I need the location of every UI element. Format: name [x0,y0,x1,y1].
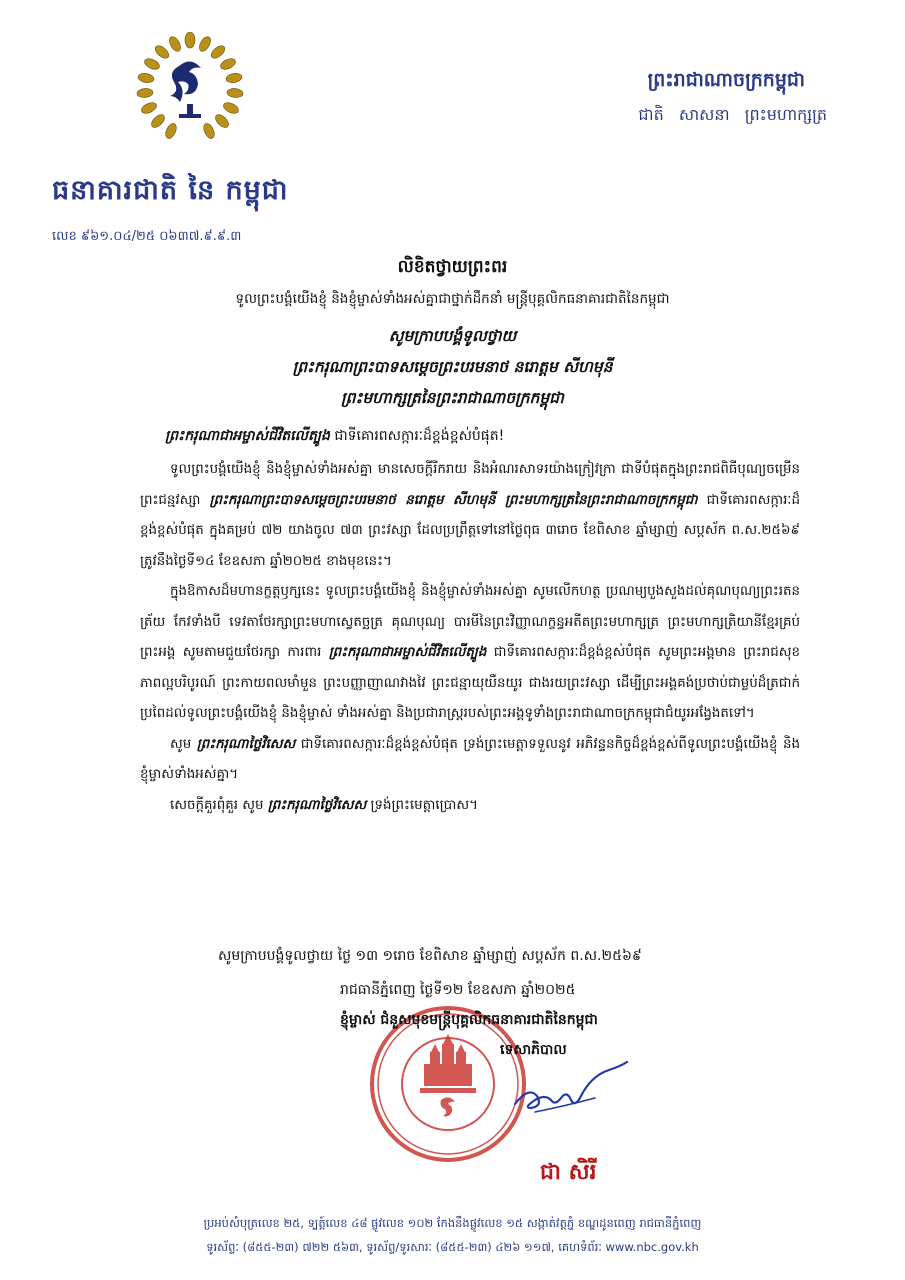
kingdom-title: ព្រះរាជាណាចក្រកម្ពុជា [647,69,805,91]
p2-bold: ព្រះករុណាជាអម្ចាស់ជីវិតលើត្បូង [328,645,487,660]
p2-text-a: ក្នុងឱកាសដ៏មហានក្ខត្តឫក្សនេះ ទូលព្រះបង្គំយើងខ្ញុំ និងខ្ញុំម្ចាស់ទាំងអស់គ្នា សូមលើកហត្ថ ប្រណម្យបួងសួងដល់គុណបុណ្យព្រះរតនត្រ័យ កែវទាំងបី ទេវតាថែរក្សាព្រះមហាស្វេតច្ឆត្រ គុណបុណ្យ បារមីនៃព្រះវិញ្ញាណក្ខន្ធអតីតព្រះមហាក្សត្រ ព្រះមហាក្សត្រិយានីខ្មែរគ្រប់ព្រះអង្គ សូមតាមជួយថែរក្សា ការពារ [140,584,800,660]
p4-text-b: ទ្រង់ព្រះមេត្តាប្រោស។ [366,797,478,813]
national-motto: ជាតិ សាសនា ព្រះមហាក្សត្រ [638,105,827,124]
bank-name: ធនាគារជាតិ នៃ កម្ពុជា [52,175,289,206]
heading-line-3: ព្រះមហាក្សត្រនៃព្រះរាជាណាចក្រកម្ពុជា [341,389,564,407]
paragraph-1 [140,455,800,577]
p3-bold: ព្រះករុណាថ្លៃវិសេស [196,736,296,752]
heading-line-2: ព្រះករុណាព្រះបាទសម្តេចព្រះបរមនាថ នរោត្តម សីហមុនី [292,358,613,376]
paragraph-2 [140,577,800,730]
p4-bold: ព្រះករុណាថ្លៃវិសេស [267,797,367,813]
salutation-rest: ជាទីគោរពសក្ការៈដ៏ខ្ពង់ខ្ពស់បំផុត! [329,428,505,444]
p1-text-a: ទូលព្រះបង្គំយើងខ្ញុំ និងខ្ញុំម្ចាស់ទាំងអស់គ្នា មានសេចក្តីរីករាយ និងអំណរសាទរយ៉ាងក្រៀវក្រា ជាទីបំផុតក្នុងព្រះរាជពិធីបុណ្យចម្រើនព្រះជន្មវស្សា [140,462,800,508]
paragraph-4 [140,791,800,822]
document-title: លិខិតថ្វាយព្រះពរ [397,257,508,277]
paragraph-3 [140,730,800,791]
p3-text-b: ជាទីគោរពសក្ការៈដ៏ខ្ពង់ខ្ពស់បំផុត ទ្រង់ព្រះមេត្តាទទួលនូវ អភិវន្ទនកិច្ចដ៏ខ្ពង់ខ្ពស់ពីទូលព្រះបង្គំយើងខ្ញុំ និងខ្ញុំម្ចាស់ទាំងអស់គ្នា។ [140,736,800,782]
nbc-wreath-logo-icon [135,32,245,142]
heading-line-1: សូមក្រាបបង្គំទូលថ្វាយ [388,327,517,345]
closing-date-place: រាជធានីភ្នំពេញ ថ្ងៃទី១២ ខែឧសភា ឆ្នាំ២០២៥ [340,982,576,998]
closing-date-lunar: សូមក្រាបបង្គំទូលថ្វាយ ថ្ងៃ ១៣ ១រោច ខែពិសាខ ឆ្នាំម្សាញ់ សប្តស័ក ព.ស.២៥៦៩ [218,948,642,964]
footer-address: ប្រអប់សំបុត្រលេខ ២៥, ទ្បត្ត៍លេខ ៤៨ ផ្លូវលេខ ១០២ កែងនឹងផ្លូវលេខ ១៥ សង្កាត់វត្តភ្នំ ខណ្ឌដូនពេញ រាជធានីភ្នំពេញ [203,1216,702,1230]
signatory-title: ខ្ញុំម្ចាស់ ជំនួសមុខមន្ត្រីបុគ្គលិកធនាគារជាតិនៃកម្ពុជា [340,1012,598,1028]
salutation [165,426,504,447]
salutation-bold: ព្រះករុណាជាអម្ចាស់ជីវិតលើត្បូង [165,428,330,444]
p1-bold: ព្រះករុណាព្រះបាទសម្តេចព្រះបរមនាថ នរោត្តម សីហមុនី ព្រះមហាក្សត្រនៃព្រះរាជាណាចក្រកម្ពុជា [209,492,698,508]
p4-text-a: សេចក្តីគួរពុំគួរ សូម [170,797,268,813]
signatory-position: ទេសាភិបាល [500,1042,567,1058]
p1-text-b: ជាទីគោរពសក្ការៈដ៏ខ្ពង់ខ្ពស់បំផុត ក្នុងគម្រប់ ៧២ យាងចូល ៧៣ ព្រះវស្សា ដែលប្រព្រឹត្តទៅនៅថ្ងៃពុធ ៣រោច ខែពិសាខ ឆ្នាំម្សាញ់ សប្តស័ក ព.ស.២៥៦៩ ត្រូវនឹងថ្ងៃទី១៤ ខែឧសភា ឆ្នាំ២០២៥ ខាងមុខនេះ។ [140,492,800,569]
footer-contact: ទូរស័ព្ទៈ (៨៥៥-២៣) ៧២២ ៥៦៣, ទូរស័ព្ទ/ទូរសារៈ (៨៥៥-២៣) ៤២៦ ១១៧, គេហទំព័រៈ www.nbc.gov.kh [206,1240,699,1254]
letter-body [140,455,800,821]
p2-text-b: ជាទីគោរពសក្ការៈដ៏ខ្ពង់ខ្ពស់បំផុត សូមព្រះអង្គមាន ព្រះរាជសុខភាពល្អបរិបូរណ៍ ព្រះកាយពលមាំមួន ព្រះបញ្ញាញាណវាងវៃ ព្រះជន្មាយុយឺនយូរ ជាងរយព្រះវស្សា ដើម្បីព្រះអង្គគង់ប្រថាប់ជាម្លប់ដ៏ត្រជាក់ប្រពៃដល់ទូលព្រះបង្គំយើងខ្ញុំ និងខ្ញុំម្ចាស់ ទាំងអស់គ្នា និងប្រជារាស្ត្ររបស់ព្រះអង្គទូទាំងព្រះរាជាណាចក្រកម្ពុជាជំយូរអង្វែងតទៅ។ [140,645,800,721]
p3-text-a: សូម [170,736,197,752]
signer-name: ជា សិរី [540,1160,597,1185]
handwritten-signature [505,1052,635,1122]
intro-line: ទូលព្រះបង្គំយើងខ្ញុំ និងខ្ញុំម្ចាស់ទាំងអស់គ្នាជាថ្នាក់ដឹកនាំ មន្ត្រីបុគ្គលិកធនាគារជាតិនៃកម្ពុជា [235,291,670,307]
reference-number: លេខ ៩៦១.០៤/២៥ ០៦៣៧.៩.៩.៣ [52,229,242,244]
